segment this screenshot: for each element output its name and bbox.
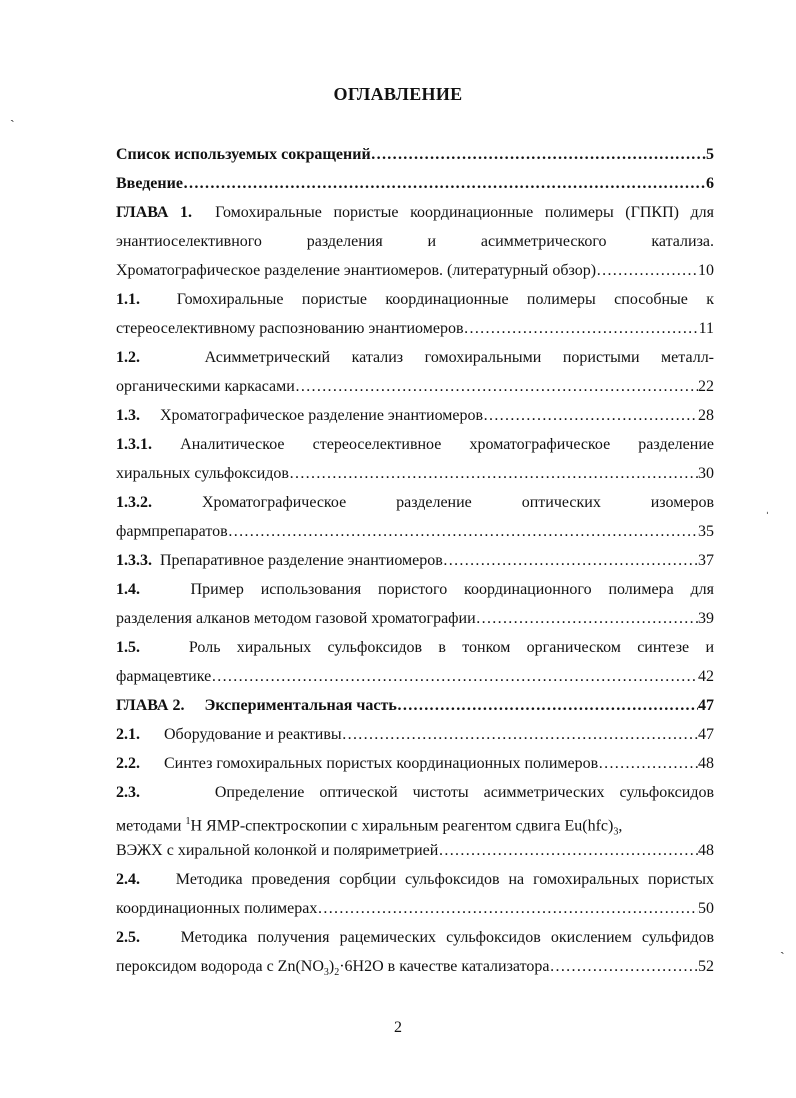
toc-entry-number: 2.5. (116, 929, 140, 946)
toc-page-number: 10 (698, 262, 714, 279)
toc-entry-chapter-1-line-2 (116, 227, 714, 256)
toc-page-number: 48 (698, 842, 714, 859)
leader-dots (476, 604, 698, 633)
scan-speck: ˌ (765, 500, 770, 515)
toc-entry-title: Асимметрический катализ гомохиральными пористыми металл- (204, 349, 714, 366)
leader-dots (289, 459, 698, 488)
toc-entry-title-cont: энантиоселективного разделения и асимметрического катализа. (116, 233, 714, 250)
leader-dots (438, 836, 698, 865)
leader-dots (464, 314, 699, 343)
toc-entry-1-4-line-2 (116, 604, 714, 633)
toc-entry-number: 2.1. (116, 726, 140, 743)
toc-entry-title-cont: ·6H2O в качестве катализатора (339, 958, 550, 975)
toc-entry-1-2-line-2 (116, 372, 714, 401)
leader-dots (598, 749, 698, 778)
toc-entry-title: Гомохиральные пористые координационные полимеры (ГПКП) для (215, 204, 714, 221)
toc-entry-1-3-1[interactable] (116, 430, 714, 459)
toc-entry-1-5-line-2 (116, 662, 714, 691)
toc-page-number: 37 (698, 552, 714, 569)
toc-entry-chapter-1[interactable] (116, 198, 714, 227)
scan-speck: ˏ (10, 108, 15, 123)
toc-entry-title: Роль хиральных сульфоксидов в тонком органическом синтезе и (188, 639, 714, 656)
toc-entry-title-cont: фармацевтике (116, 668, 212, 685)
toc-entry-1-3-2[interactable] (116, 488, 714, 517)
toc-entry-2-1[interactable] (116, 720, 714, 749)
toc-entry-title: Список используемых сокращений (116, 146, 371, 163)
toc-entry-number: 1.1. (116, 291, 140, 308)
toc-entry-number: 1.3.3. (116, 552, 152, 569)
toc-page-number: 30 (698, 465, 714, 482)
leader-dots (371, 140, 706, 169)
toc-entry-title: Препаративное разделение энантиомеров (160, 552, 443, 569)
toc-entry-1-1-line-2 (116, 314, 714, 343)
toc-entry-title: Введение (116, 175, 183, 192)
toc-entry-title: Методика проведения сорбции сульфоксидов на гомохиральных пористых (175, 871, 714, 888)
leader-dots (397, 691, 698, 720)
leader-dots (211, 662, 698, 691)
toc-entry-2-3-line-3 (116, 836, 714, 865)
toc-entry-number: 2.3. (116, 784, 140, 801)
toc-entry-2-5[interactable] (116, 923, 714, 952)
superscript: 1 (185, 816, 191, 827)
toc-entry-title: Гомохиральные пористые координационные полимеры способные к (176, 291, 714, 308)
leader-dots (596, 256, 698, 285)
toc-entry-title-cont: разделения алканов методом газовой хроматографии (116, 610, 476, 627)
leader-dots (342, 720, 698, 749)
toc-entry-title-cont: , (618, 817, 623, 835)
toc-page-number: 35 (698, 523, 714, 540)
toc-entry-1-3-1-line-2 (116, 459, 714, 488)
leader-dots (317, 894, 698, 923)
leader-dots (183, 169, 706, 198)
toc-entry-1-3-3[interactable] (116, 546, 714, 575)
toc-entry-2-4[interactable] (116, 865, 714, 894)
toc-entry-number: 1.2. (116, 349, 140, 366)
subscript: 3 (613, 826, 619, 836)
toc-entry-title-cont: координационных полимерах (116, 900, 318, 917)
toc-page-number: 5 (706, 146, 714, 163)
toc-entry-title: Методика получения рацемических сульфоксидов окислением сульфидов (180, 929, 714, 946)
toc-entry-number: 2.4. (116, 871, 140, 888)
toc-entry-title: Экспериментальная часть (204, 697, 397, 714)
toc-entry-title-cont: пероксидом водорода с Zn(NO (116, 958, 324, 975)
leader-dots (443, 546, 698, 575)
toc-entry-number: 2.2. (116, 755, 140, 772)
toc-entry-2-5-line-2 (116, 952, 714, 981)
toc-page-number: 50 (698, 900, 714, 917)
toc-page-number: 6 (706, 175, 714, 192)
toc-entry-title-cont: стереоселективному распознованию энантиомеров (116, 320, 464, 337)
toc-entry-title: Аналитическое стереоселективное хроматографическое разделение (180, 436, 714, 453)
toc-entry-number: 1.4. (116, 581, 140, 598)
page-number: 2 (394, 1019, 402, 1036)
toc-entry-number: 1.5. (116, 639, 140, 656)
toc-entry-title: Оборудование и реактивы (164, 726, 342, 743)
toc-entry-number: 1.3.2. (116, 494, 152, 511)
toc-page-number: 39 (698, 610, 714, 627)
toc-entry-title-cont: Н ЯМР-спектроскопии с хиральным реагентом сдвига Eu(hfc) (190, 817, 614, 835)
toc-page-number: 42 (698, 668, 714, 685)
toc-entry-chapter-1-line-3 (116, 256, 714, 285)
page-title: ОГЛАВЛЕНИЕ (333, 84, 463, 104)
toc-entry-title-cont: Хроматографическое разделение энантиомеров. (литературный обзор) (116, 262, 597, 279)
leader-dots (483, 401, 698, 430)
toc-entry-title: Определение оптической чистоты асимметрических сульфоксидов (214, 784, 714, 801)
subscript: 2 (334, 967, 340, 979)
toc-entry-2-3[interactable] (116, 778, 714, 807)
toc-entry-number: 1.3. (116, 407, 140, 424)
toc-entry-title: Пример использования пористого координационного полимера для (190, 581, 714, 598)
leader-dots (295, 372, 698, 401)
toc-entry-title-cont: хиральных сульфоксидов (116, 465, 289, 482)
toc-entry-title: Хроматографическое разделение энантиомеров (160, 407, 484, 424)
toc-entry-title: Синтез гомохиральных пористых координационных полимеров (164, 755, 599, 772)
scan-speck: ˏ (780, 940, 785, 955)
subscript: 3 (323, 967, 329, 979)
toc-page-number: 28 (698, 407, 714, 424)
leader-dots (228, 517, 698, 546)
toc-entry-title-cont: фармпрепаратов (116, 523, 228, 540)
toc-entry-title-cont: ) (328, 958, 335, 975)
toc-page-number: 48 (698, 755, 714, 772)
toc-entry-introduction[interactable] (116, 169, 714, 198)
toc-entry-title-cont: органическими каркасами (116, 378, 295, 395)
toc-page-number: 47 (698, 697, 714, 714)
leader-dots (550, 952, 699, 981)
toc-entry-1-5[interactable] (116, 633, 714, 662)
toc-entry-title: Хроматографическое разделение оптических изомеров (201, 494, 714, 511)
toc-entry-number: 1.3.1. (116, 436, 152, 453)
toc-entry-1-3-2-line-2 (116, 517, 714, 546)
toc-page-number: 22 (698, 378, 714, 395)
toc-entry-title-cont: методами (116, 817, 182, 835)
toc-entry-1-4[interactable] (116, 575, 714, 604)
toc-entry-1-3[interactable] (116, 401, 714, 430)
toc-entry-title-cont: ВЭЖХ с хиральной колонкой и поляриметрией (116, 842, 439, 859)
toc-page-number: 11 (698, 320, 714, 337)
toc-entry-2-3-line-2 (116, 807, 714, 836)
toc-entry-2-2[interactable] (116, 749, 714, 778)
toc-entry-chapter-2[interactable] (116, 691, 714, 720)
toc-entry-2-4-line-2 (116, 894, 714, 923)
toc-entry-1-2[interactable] (116, 343, 714, 372)
toc-entry-number: ГЛАВА 1. (116, 204, 193, 221)
toc-entry-abbreviations[interactable] (116, 140, 714, 169)
toc-entry-1-1[interactable] (116, 285, 714, 314)
toc-page-number: 52 (698, 958, 714, 975)
toc-entry-number: ГЛАВА 2. (116, 697, 185, 714)
toc-page-number: 47 (698, 726, 714, 743)
